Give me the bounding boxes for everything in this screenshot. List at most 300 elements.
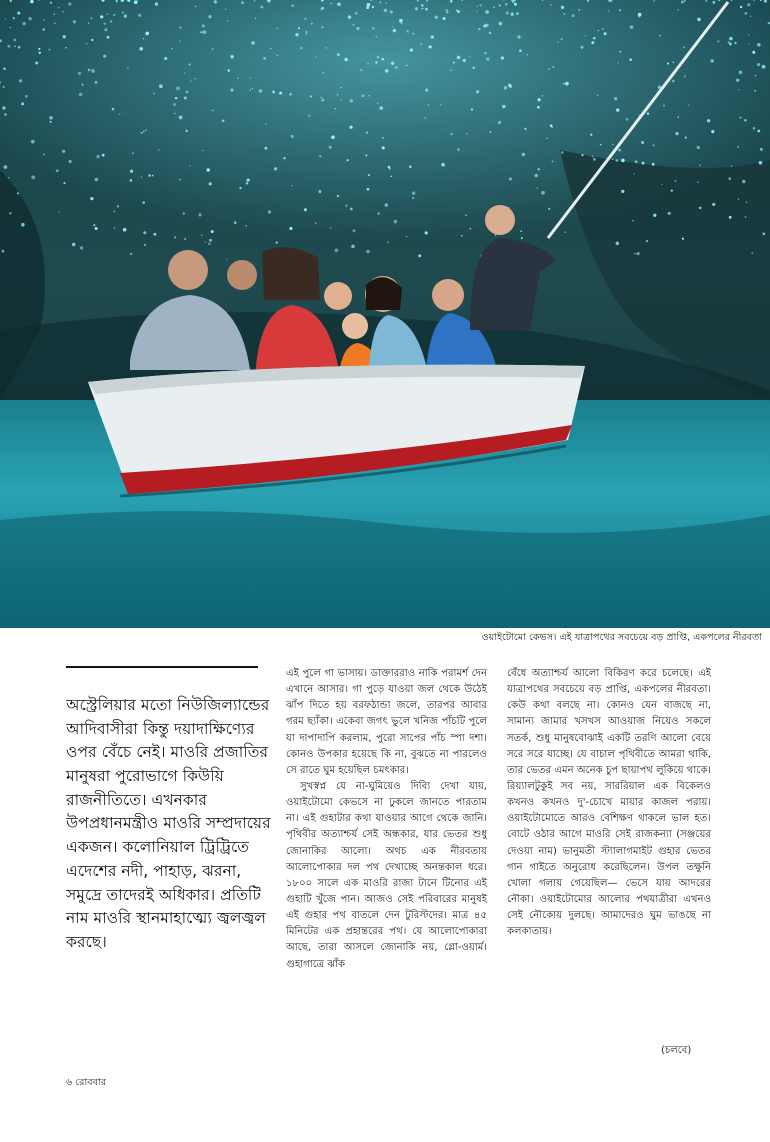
- glow-worm-dot: [450, 69, 451, 70]
- glow-worm-dot: [335, 108, 336, 109]
- glow-worm-dot: [274, 167, 277, 170]
- glow-worm-dot: [379, 106, 383, 110]
- glow-worm-dot: [505, 3, 508, 6]
- glow-worm-dot: [345, 205, 347, 207]
- glow-worm-dot: [59, 212, 60, 213]
- glow-worm-dot: [141, 132, 143, 134]
- glow-worm-dot: [661, 184, 662, 185]
- glow-worm-dot: [362, 94, 365, 97]
- glow-worm-dot: [520, 230, 522, 232]
- glow-worm-dot: [329, 146, 332, 149]
- glow-worm-dot: [179, 116, 183, 120]
- glow-worm-dot: [138, 14, 141, 17]
- glow-worm-dot: [561, 38, 563, 40]
- glow-worm-dot: [463, 59, 466, 62]
- glow-worm-dot: [209, 239, 212, 242]
- glow-worm-dot: [563, 83, 565, 85]
- glow-worm-dot: [476, 11, 477, 12]
- glow-worm-dot: [3, 67, 6, 70]
- glow-worm-dot: [558, 41, 559, 42]
- glow-worm-dot: [737, 146, 739, 148]
- glow-worm-dot: [552, 161, 554, 163]
- glow-worm-dot: [688, 105, 689, 106]
- glow-worm-dot: [143, 231, 146, 234]
- glow-worm-dot: [638, 13, 642, 17]
- glow-worm-dot: [91, 39, 93, 41]
- glow-worm-dot: [600, 144, 602, 146]
- glow-worm-dot: [641, 141, 644, 144]
- glow-worm-dot: [88, 22, 90, 24]
- glow-worm-dot: [102, 154, 105, 157]
- glow-worm-dot: [5, 18, 6, 19]
- glow-worm-dot: [745, 216, 747, 218]
- glow-worm-dot: [409, 165, 412, 168]
- glow-worm-dot: [590, 134, 593, 137]
- glow-worm-dot: [616, 108, 619, 111]
- glow-worm-dot: [322, 72, 324, 74]
- glow-worm-dot: [747, 3, 750, 6]
- glow-worm-dot: [122, 11, 124, 13]
- glow-worm-dot: [717, 40, 719, 42]
- glow-worm-dot: [561, 151, 564, 154]
- glow-worm-dot: [385, 203, 388, 206]
- glow-worm-dot: [145, 32, 149, 36]
- glow-worm-dot: [476, 90, 479, 93]
- glow-worm-dot: [512, 0, 515, 3]
- glow-worm-dot: [291, 185, 292, 186]
- glow-worm-dot: [466, 133, 468, 135]
- glow-worm-dot: [283, 157, 285, 159]
- glow-worm-dot: [495, 234, 496, 235]
- glow-worm-dot: [62, 150, 65, 153]
- glow-worm-dot: [382, 137, 384, 139]
- glow-worm-dot: [550, 4, 551, 5]
- glow-worm-dot: [499, 4, 501, 6]
- glow-worm-dot: [572, 14, 575, 17]
- glow-worm-dot: [757, 63, 760, 66]
- glow-worm-dot: [142, 201, 145, 204]
- glow-worm-dot: [159, 84, 163, 88]
- glow-worm-dot: [202, 150, 203, 151]
- glow-worm-dot: [88, 69, 91, 72]
- glow-worm-dot: [393, 29, 396, 32]
- glow-worm-dot: [565, 82, 569, 86]
- glow-worm-dot: [22, 22, 26, 26]
- glow-worm-dot: [123, 228, 127, 232]
- glow-worm-dot: [485, 10, 489, 14]
- glow-worm-dot: [524, 128, 526, 130]
- glow-worm-dot: [729, 216, 732, 219]
- glow-worm-dot: [604, 32, 607, 35]
- glow-worm-dot: [678, 9, 679, 10]
- glow-worm-dot: [63, 35, 66, 38]
- pull-quote: অস্ট্রেলিয়ার মতো নিউজিল্যান্ডের আদিবাসীরা কিন্তু দয়াদাক্ষিণ্যের ওপর বেঁচে নেই। মাওরি প্রজাতির মানুষরা পুরোভাগে কিউয়ি রাজনীতিতে। এখনকার উপপ্রধানমন্ত্রীও মাওরি সম্প্রদায়ের একজন। কলোনিয়াল ট্রিট্রিতে এদেশের নদী, পাহাড়, ঝরনা, সমুদ্রে তাদেরই অধিকার। প্রতিটি নাম মাওরি স্থানমাহাত্ম্যে জ্বলজ্বল করছে।: [66, 696, 271, 951]
- glow-worm-dot: [415, 7, 418, 10]
- glow-worm-dot: [736, 79, 739, 82]
- glow-worm-dot: [289, 227, 292, 230]
- glow-worm-dot: [406, 236, 407, 237]
- glow-worm-dot: [681, 1, 684, 4]
- glow-worm-dot: [50, 2, 52, 4]
- glow-worm-dot: [143, 38, 144, 39]
- glow-worm-dot: [112, 108, 115, 111]
- glow-worm-dot: [311, 22, 313, 24]
- glow-worm-dot: [144, 244, 146, 246]
- glow-worm-dot: [43, 19, 45, 21]
- glow-worm-dot: [754, 90, 756, 92]
- glow-worm-dot: [254, 0, 255, 1]
- glow-worm-dot: [377, 102, 379, 104]
- glow-worm-dot: [748, 34, 749, 35]
- glow-worm-dot: [548, 208, 550, 210]
- glow-worm-dot: [366, 6, 369, 9]
- glow-worm-dot: [637, 252, 640, 255]
- glow-worm-dot: [130, 253, 132, 255]
- glow-worm-dot: [349, 126, 352, 129]
- glow-worm-dot: [493, 7, 495, 9]
- glow-worm-dot: [490, 131, 492, 133]
- glow-worm-dot: [546, 138, 547, 139]
- glow-worm-dot: [54, 13, 55, 14]
- glow-worm-dot: [659, 35, 660, 36]
- glow-worm-dot: [321, 8, 323, 10]
- glow-worm-dot: [200, 31, 202, 33]
- glow-worm-dot: [350, 99, 354, 103]
- glow-worm-dot: [597, 94, 599, 96]
- glow-worm-dot: [227, 69, 230, 72]
- glow-worm-dot: [347, 159, 349, 161]
- glow-worm-dot: [4, 165, 8, 169]
- glow-worm-dot: [226, 259, 227, 260]
- glow-worm-dot: [206, 168, 209, 171]
- glow-worm-dot: [291, 4, 294, 7]
- glow-worm-dot: [751, 252, 753, 254]
- glow-worm-dot: [90, 197, 93, 200]
- glow-worm-dot: [78, 72, 81, 75]
- glow-worm-dot: [392, 26, 393, 27]
- glow-worm-dot: [107, 14, 109, 16]
- glow-worm-dot: [205, 241, 206, 242]
- glow-worm-dot: [685, 137, 687, 139]
- glow-worm-dot: [153, 92, 155, 94]
- glow-worm-dot: [752, 51, 755, 54]
- glow-worm-dot: [422, 8, 424, 10]
- glow-worm-dot: [376, 36, 377, 37]
- glow-worm-dot: [429, 45, 432, 48]
- glow-worm-dot: [391, 176, 393, 178]
- glow-worm-dot: [355, 12, 357, 14]
- glow-worm-dot: [315, 56, 317, 58]
- glow-worm-dot: [222, 119, 225, 122]
- glow-worm-dot: [227, 20, 228, 21]
- glow-worm-dot: [541, 191, 545, 195]
- glow-worm-dot: [385, 69, 389, 73]
- glow-worm-dot: [86, 43, 87, 44]
- glow-worm-dot: [456, 10, 458, 12]
- glow-worm-dot: [762, 65, 766, 69]
- glow-worm-dot: [95, 81, 98, 84]
- glow-worm-dot: [745, 12, 748, 15]
- glow-worm-dot: [486, 57, 489, 60]
- glow-worm-dot: [184, 97, 187, 100]
- glow-worm-dot: [668, 212, 671, 215]
- glow-worm-dot: [356, 27, 359, 30]
- glow-worm-dot: [450, 133, 452, 135]
- glow-worm-dot: [252, 88, 253, 89]
- glow-worm-dot: [738, 89, 739, 90]
- glow-worm-dot: [763, 233, 766, 236]
- glow-worm-dot: [621, 190, 624, 193]
- glow-worm-dot: [263, 57, 266, 60]
- glow-worm-dot: [13, 39, 16, 42]
- glow-worm-dot: [667, 62, 669, 64]
- glow-worm-dot: [368, 95, 370, 97]
- glow-worm-dot: [366, 131, 369, 134]
- glow-worm-dot: [295, 33, 298, 36]
- glow-worm-dot: [473, 67, 475, 69]
- glow-worm-dot: [124, 14, 127, 17]
- glow-worm-dot: [348, 15, 351, 18]
- glow-worm-dot: [95, 178, 99, 182]
- glow-worm-dot: [746, 202, 747, 203]
- glow-worm-dot: [750, 16, 752, 18]
- glow-worm-dot: [208, 243, 210, 245]
- glow-worm-dot: [154, 233, 157, 236]
- glow-worm-dot: [304, 208, 307, 211]
- glow-worm-dot: [186, 130, 188, 132]
- glow-worm-dot: [56, 169, 59, 172]
- glow-worm-dot: [21, 102, 24, 105]
- glow-worm-dot: [194, 78, 195, 79]
- glow-worm-dot: [739, 71, 743, 75]
- glow-worm-dot: [337, 195, 339, 197]
- glow-worm-dot: [375, 61, 377, 63]
- glow-worm-dot: [73, 20, 76, 23]
- glow-worm-dot: [134, 0, 138, 4]
- page-folio: ৬ রোববার: [66, 1077, 106, 1088]
- article-column-1: [286, 666, 487, 973]
- glow-worm-dot: [682, 238, 684, 240]
- glow-worm-dot: [265, 147, 268, 150]
- glow-worm-dot: [49, 116, 52, 119]
- glow-worm-dot: [652, 163, 655, 166]
- glow-worm-dot: [114, 228, 115, 229]
- glow-worm-dot: [619, 51, 621, 53]
- glow-worm-dot: [320, 97, 322, 99]
- glow-worm-dot: [728, 177, 731, 180]
- glow-worm-dot: [310, 95, 312, 97]
- glow-worm-dot: [72, 243, 75, 246]
- glow-worm-dot: [174, 113, 176, 115]
- glow-worm-dot: [315, 222, 317, 224]
- glow-worm-dot: [360, 69, 362, 71]
- glow-worm-dot: [502, 105, 506, 109]
- glow-worm-dot: [485, 24, 488, 27]
- glow-worm-dot: [412, 197, 414, 199]
- glow-worm-dot: [616, 159, 618, 161]
- glow-worm-dot: [276, 27, 278, 29]
- glow-worm-dot: [203, 30, 207, 34]
- glow-worm-dot: [618, 149, 621, 152]
- glow-worm-dot: [537, 187, 538, 188]
- glow-worm-dot: [446, 11, 448, 13]
- glow-worm-dot: [189, 165, 190, 166]
- glow-worm-dot: [684, 75, 686, 77]
- glow-worm-dot: [446, 9, 448, 11]
- glow-worm-dot: [255, 18, 257, 20]
- glow-worm-dot: [350, 208, 353, 211]
- glow-worm-dot: [18, 46, 21, 49]
- glow-worm-dot: [377, 56, 379, 58]
- glow-worm-dot: [537, 106, 540, 109]
- glow-worm-dot: [158, 149, 160, 151]
- glow-worm-dot: [552, 66, 554, 68]
- glow-worm-dot: [440, 104, 441, 105]
- glow-worm-dot: [279, 92, 282, 95]
- glow-worm-dot: [4, 113, 7, 116]
- glow-worm-dot: [635, 160, 638, 163]
- glow-worm-dot: [461, 235, 463, 237]
- glow-worm-dot: [14, 46, 16, 48]
- glow-worm-dot: [593, 158, 596, 161]
- glow-worm-dot: [114, 211, 116, 213]
- glow-worm-dot: [62, 11, 64, 13]
- glow-worm-dot: [697, 146, 700, 149]
- glow-worm-dot: [734, 42, 736, 44]
- glow-worm-dot: [230, 89, 233, 92]
- glow-worm-dot: [353, 24, 355, 26]
- glow-worm-dot: [330, 3, 331, 4]
- glow-worm-dot: [10, 27, 12, 29]
- glow-worm-dot: [155, 2, 158, 5]
- glow-worm-dot: [406, 65, 408, 67]
- glow-worm-dot: [331, 135, 335, 139]
- glow-worm-dot: [395, 66, 398, 69]
- glow-worm-dot: [712, 1, 715, 4]
- glow-worm-dot: [214, 0, 217, 3]
- glow-worm-dot: [435, 16, 438, 19]
- glow-worm-dot: [291, 135, 294, 138]
- glow-worm-dot: [245, 225, 247, 227]
- glow-worm-dot: [389, 168, 391, 170]
- glow-worm-dot: [450, 0, 453, 3]
- glow-worm-dot: [471, 108, 473, 110]
- glow-worm-dot: [202, 24, 205, 27]
- glow-worm-dot: [250, 89, 251, 90]
- glow-worm-dot: [171, 48, 173, 50]
- glow-worm-dot: [739, 117, 741, 119]
- glow-worm-dot: [93, 224, 95, 226]
- glow-worm-dot: [234, 221, 237, 224]
- glow-worm-dot: [760, 148, 763, 151]
- glow-worm-dot: [424, 117, 426, 119]
- glow-worm-dot: [117, 205, 119, 207]
- glow-worm-dot: [489, 32, 491, 34]
- column-2-paragraph-1: বেঁধে অত্যাশ্চর্য আলো বিকিরণ করে চলেছে। এই যাত্রাপথের সবচেয়ে বড় প্রাপ্তি, একপলের নীরবতা। কেউ কথা বলছে না। কোনও যেন বাজছে না, সামান্য জামার খসখস আওয়াজ নিয়েও সকলে সতর্ক, শুধু মানুষবোঝাই একটি তরণি আলো বেয়ে সরে সরে যাচ্ছে। যে বাচাল পৃথিবীতে আমরা থাকি, তার ভেতর এমন অনেক চুপ ছায়াপথ লুকিয়ে থাকে। রিয়্যালটুকুই সব নয়, সাররিয়াল এক বিকেলও কখনও কখনও দু'-চোখে মায়ার কাজল পরায়। ওয়াইটোমোতে আরও বেশিক্ষণ থাকলে ভাল হত। বোটে ওঠার আগে মাওরি সেই রাজকন্যা (সঞ্জয়ের দেওয়া নাম) ভানুমতী স্ট্যালাগমাইট গুহার ভেতর গান গাইতে অনুরোধ করেছিলেন। উপল তক্ষুনি খোলা গলায় গেয়েছিল— ভেসে যায় আদরের নৌকা। ওয়াইটোমোর আলোর পথযাত্রীরা এখনও সেই নৌকোয় দুলছে। আমাদেরও ঘুম ভাঙছে না কলকাতায়।: [507, 668, 711, 938]
- glow-worm-dot: [260, 6, 263, 9]
- glow-worm-dot: [457, 148, 460, 151]
- glow-worm-dot: [96, 155, 99, 158]
- glow-worm-dot: [25, 95, 28, 98]
- glow-worm-dot: [385, 3, 387, 5]
- glow-worm-dot: [498, 121, 501, 124]
- glow-worm-dot: [211, 230, 214, 233]
- glow-worm-dot: [504, 86, 507, 89]
- glow-worm-dot: [592, 155, 594, 157]
- glow-worm-dot: [653, 144, 655, 146]
- glow-worm-dot: [183, 212, 185, 214]
- glow-worm-dot: [184, 73, 185, 74]
- glow-worm-dot: [707, 119, 710, 122]
- glow-worm-dot: [184, 238, 186, 240]
- glow-worm-dot: [521, 237, 523, 239]
- glow-worm-dot: [629, 58, 632, 61]
- glow-worm-dot: [431, 35, 434, 38]
- glow-worm-dot: [145, 129, 147, 131]
- glow-worm-dot: [593, 37, 596, 40]
- glow-worm-dot: [672, 62, 674, 64]
- glow-worm-dot: [697, 18, 701, 22]
- glow-worm-dot: [225, 8, 227, 10]
- glow-worm-dot: [3, 86, 5, 88]
- glow-worm-dot: [391, 62, 394, 65]
- glow-worm-dot: [95, 227, 98, 230]
- glow-worm-dot: [186, 91, 189, 94]
- glow-worm-dot: [509, 177, 512, 180]
- glow-worm-dot: [619, 9, 621, 11]
- glow-worm-dot: [180, 27, 182, 29]
- glow-worm-dot: [514, 3, 517, 6]
- glow-worm-dot: [8, 177, 10, 179]
- glow-worm-dot: [306, 34, 307, 35]
- glow-worm-dot: [337, 2, 341, 6]
- glow-worm-dot: [179, 40, 181, 42]
- glow-worm-dot: [537, 98, 540, 101]
- glow-worm-dot: [390, 10, 393, 13]
- glow-worm-dot: [337, 53, 340, 56]
- glow-worm-dot: [190, 80, 191, 81]
- glow-worm-dot: [268, 210, 271, 213]
- glow-worm-dot: [79, 93, 83, 97]
- glow-worm-dot: [420, 43, 422, 45]
- glow-worm-dot: [208, 15, 211, 18]
- glow-worm-dot: [174, 236, 176, 238]
- glow-worm-dot: [443, 17, 446, 20]
- glow-worm-dot: [534, 174, 537, 177]
- glow-worm-dot: [581, 46, 584, 49]
- photo-caption: ওয়াইটোমো কেভস। এই যাত্রাপথের সবচেয়ে বড় প্রাপ্তি, একপলের নীরবতা: [481, 632, 762, 643]
- glow-worm-dot: [647, 112, 649, 114]
- glow-worm-dot: [479, 4, 481, 6]
- column-1-paragraph-2: সুখস্বপ্ন যে না-ঘুমিয়েও দিব্যি দেখা যায়, ওয়াইটোমো কেভসে না ঢুকলে জানতে পারতাম না। এই গুহাটার কথা যাওয়ার আগে থেকে জানি। পৃথিবীর অত্যাশ্চর্য সেই অন্ধকার, যার ভেতর শুধু জোনাকির আলো। অথচ এক নীরবতায় আলোপোকার দল পথ দেখাচ্ছে অনন্তকাল ধরে। ১৮০০ সালে এক মাওরি রাজা টানে টিনোর এই গুহাটি খুঁজে পান। আজও সেই পরিবারের মানুষই এই গুহার পথ বাতলে দেন টুরিস্টদের। মাত্র ৪৫ মিনিটের এক প্রহান্তরের পথ। যে আলোপোকারা আছে, তারা আসলে জোনাকি নয়, গ্লো-ওয়ার্ম। গুহাগাত্রে ঝাঁক: [286, 780, 487, 970]
- glow-worm-dot: [626, 118, 629, 121]
- glow-worm-dot: [561, 6, 564, 9]
- glow-worm-dot: [247, 178, 250, 181]
- glow-worm-dot: [738, 198, 740, 200]
- glow-worm-dot: [499, 22, 503, 26]
- glow-worm-dot: [189, 64, 191, 66]
- glow-worm-dot: [550, 124, 553, 127]
- glow-worm-dot: [506, 12, 509, 15]
- glow-worm-dot: [54, 23, 56, 25]
- glow-worm-dot: [69, 160, 72, 163]
- glow-worm-dot: [678, 116, 680, 118]
- glow-worm-dot: [319, 155, 321, 157]
- glow-worm-dot: [632, 220, 634, 222]
- glow-worm-dot: [509, 85, 512, 88]
- glow-worm-dot: [152, 175, 154, 177]
- glow-worm-dot: [201, 234, 203, 236]
